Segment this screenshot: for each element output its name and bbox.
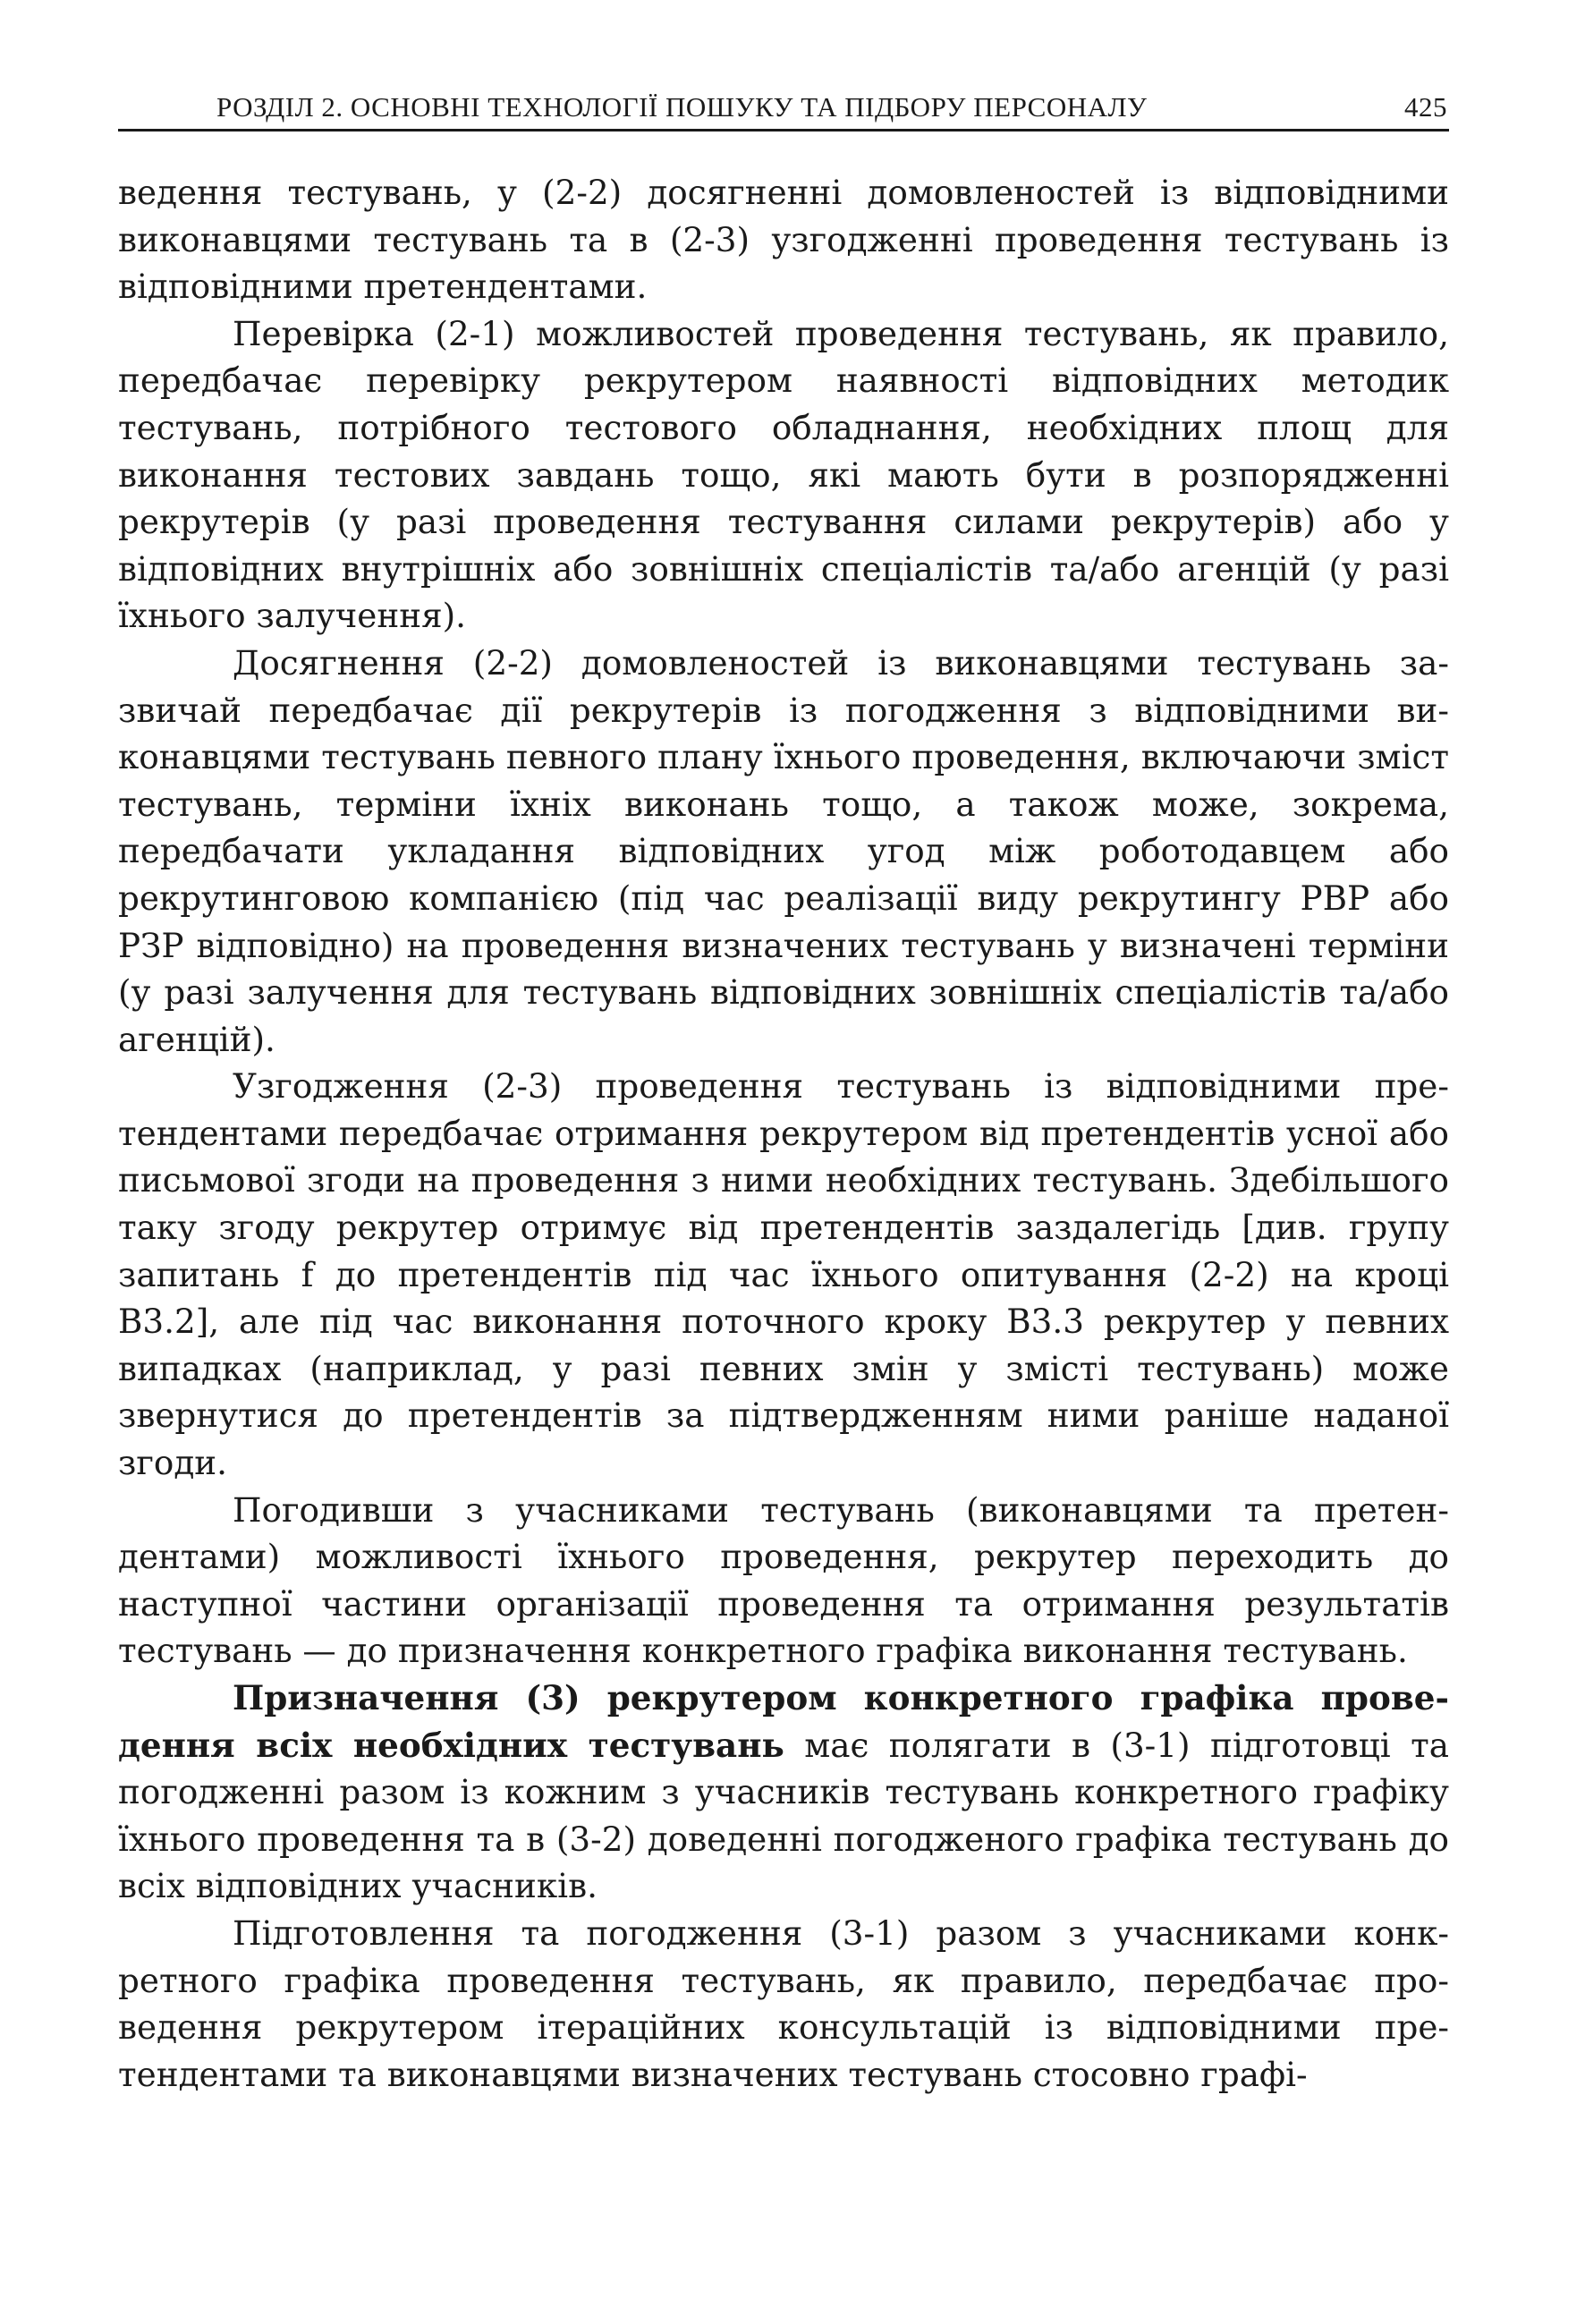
paragraph-with-bold-lead	[118, 1675, 1449, 1910]
paragraph: Перевірка (2-1) можливостей проведення тестувань, як правило, передбачає перевірку рекрутером наявності відповідних методик тестувань, потрібного тестового обладнання, необхідних площ для виконання тестових завдань тощо, які мають бути в розпорядженні рекрутерів (у разі проведення тестування силами рекрутерів) або у відповідних внутрішніх або зовнішніх спеціалістів та/або агенцій (у разі їхнього залучення).	[118, 313, 1449, 636]
document-page	[118, 88, 1449, 2098]
bold-lead-phrase: Призначення (3) рекрутером конкретного графіка проведення всіх необхідних тестувань	[118, 1678, 1449, 1765]
paragraph: Погодивши з учасниками тестувань (виконавцями та претендентами) можливості їхнього проведення, рекрутер переходить до наступної частини організації проведення та отримання результатів тестувань — до призначення конкретного графіка виконання тестувань.	[118, 1489, 1449, 1671]
running-header	[118, 88, 1449, 131]
paragraph: Досягнення (2-2) домовленостей із виконавцями тестувань зазвичай передбачає дії рекрутерів із погодження з відповідними виконавцями тестувань певного плану їхнього проведення, включаючи зміст тестувань, терміни їхніх виконань тощо, а також може, зокрема, передбачати укладання відповідних угод між роботодавцем або рекрутинговою компанією (під час реалізації виду рекрутингу РВР або РЗР відповідно) на проведення визначених тестувань у визначені терміни (у разі залучення для тестувань відповідних зовнішніх спеціалістів та/або агенцій).	[118, 642, 1449, 1059]
page-number: 425	[1404, 91, 1447, 123]
paragraph: Узгодження (2-3) проведення тестувань із відповідними претендентами передбачає отримання рекрутером від претендентів усної або письмової згоди на проведення з ними необхідних тестувань. Здебільшого таку згоду рекрутер отримує від претендентів заздалегідь [див. групу запитань f до претендентів під час їхнього опитування (2-2) на кроці В3.2], але під час виконання поточного кроку В3.3 рекрутер у певних випадках (наприклад, у разі певних змін у змісті тестувань) може звернутися до претендентів за підтвердженням ними раніше наданої згоди.	[118, 1066, 1449, 1483]
paragraph-continuation: ведення тестувань, у (2-2) досягненні домовленостей із відповідними виконавцями тестувань та в (2-3) узгодженні проведення тестувань із відповідними претендентами.	[118, 173, 1449, 307]
paragraph: Підготовлення та погодження (3-1) разом з учасниками конкретного графіка проведення тестувань, як правило, передбачає проведення рекрутером ітераційних консультацій із відповідними претендентами та виконавцями визначених тестувань стосовно графі-	[118, 1913, 1449, 2094]
paragraph-text: має полягати в (3-1) підготовці та погодженні разом із кожним з учасників тестувань конкретного графіку їхнього проведення та в (3-2) доведенні погодженого графіка тестувань до всіх відповідних учасників.	[118, 1725, 1449, 1906]
body-text	[118, 169, 1449, 2098]
running-title: РОЗДІЛ 2. ОСНОВНІ ТЕХНОЛОГІЇ ПОШУКУ ТА ПІДБОРУ ПЕРСОНАЛУ	[216, 91, 1148, 123]
